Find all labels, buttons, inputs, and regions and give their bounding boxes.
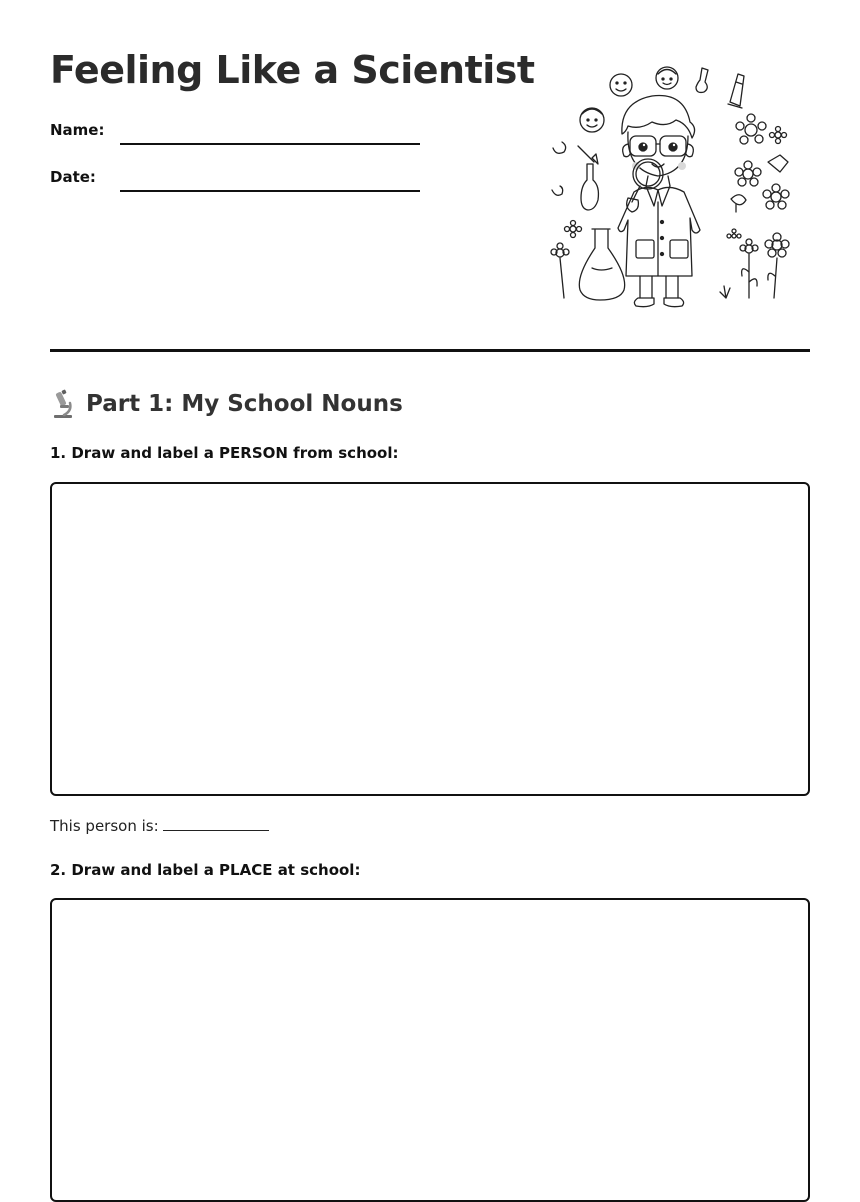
flask-icon bbox=[581, 164, 598, 210]
worksheet-page bbox=[50, 0, 810, 1161]
person-answer-blank[interactable] bbox=[163, 816, 269, 831]
flower-stem-icon bbox=[765, 233, 789, 298]
header-divider bbox=[50, 349, 810, 352]
flower-doodle-icon bbox=[763, 184, 789, 209]
date-field[interactable] bbox=[50, 165, 430, 195]
flower-doodle-icon bbox=[736, 114, 766, 144]
worksheet-title: Feeling Like a Scientist bbox=[50, 48, 535, 92]
name-label: Name: bbox=[50, 121, 105, 139]
question-2-prompt: 2. Draw and label a PLACE at school: bbox=[50, 861, 361, 879]
name-write-line[interactable] bbox=[120, 143, 420, 145]
grass-doodle-icon bbox=[720, 286, 730, 298]
flower-doodle-icon bbox=[770, 127, 787, 144]
swirl-doodle-icon bbox=[552, 186, 563, 195]
flower-doodle-icon bbox=[727, 229, 741, 238]
part1-title: Part 1: My School Nouns bbox=[86, 391, 403, 417]
question-1-prompt: 1. Draw and label a PERSON from school: bbox=[50, 444, 399, 462]
flower-stem-icon bbox=[740, 239, 758, 298]
test-tube-icon bbox=[696, 68, 708, 92]
face-icon bbox=[656, 67, 678, 89]
dropper-icon bbox=[578, 146, 598, 164]
face-icon bbox=[610, 74, 632, 96]
name-field[interactable] bbox=[50, 118, 430, 148]
microscope-icon bbox=[50, 389, 76, 419]
person-drawing-box[interactable] bbox=[50, 482, 810, 796]
date-write-line[interactable] bbox=[120, 190, 420, 192]
person-answer-line bbox=[50, 816, 269, 835]
leaf-doodle-icon bbox=[731, 195, 746, 212]
swirl-doodle-icon bbox=[553, 142, 566, 153]
person-answer-label: This person is: bbox=[50, 817, 159, 835]
part1-heading bbox=[50, 388, 403, 420]
flower-doodle-icon bbox=[565, 221, 582, 238]
place-drawing-box[interactable] bbox=[50, 898, 810, 1202]
cone-icon bbox=[728, 74, 744, 108]
face-icon bbox=[580, 108, 604, 132]
erlenmeyer-flask-icon bbox=[579, 229, 624, 300]
flower-stem-icon bbox=[551, 243, 569, 298]
scientist-illustration bbox=[548, 62, 794, 314]
scientist-child-figure bbox=[618, 96, 700, 307]
date-label: Date: bbox=[50, 168, 96, 186]
gem-doodle-icon bbox=[768, 155, 788, 172]
flower-doodle-icon bbox=[735, 161, 761, 186]
